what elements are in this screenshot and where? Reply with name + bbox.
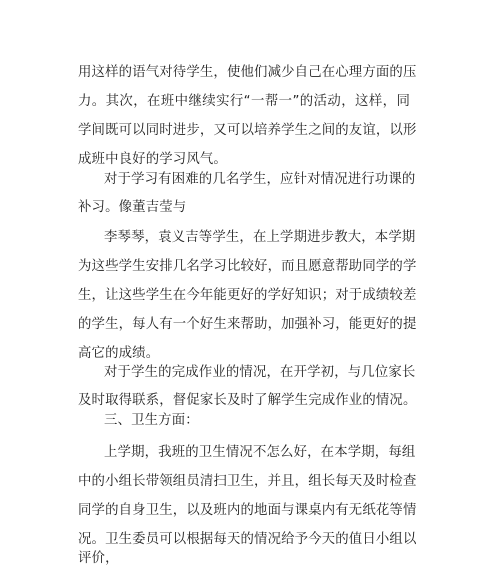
- text-line: 同学的自身卫生，以及班内的地面与课桌内有无纸花等情: [78, 503, 417, 518]
- text-line: 学间既可以同时进步，又可以培养学生之间的友谊，以形: [78, 123, 417, 138]
- text-line: 成班中良好的学习风气。: [78, 152, 227, 167]
- text-line: 况。卫生委员可以根据每天的情况给予今天的值日小组以: [78, 532, 417, 547]
- text-line: 力。其次，在班中继续实行“一帮一”的活动，这样，同: [78, 94, 410, 109]
- text-line: 上学期，我班的卫生情况不怎么好，在本学期，每组: [104, 445, 416, 460]
- text-line: 评价，: [78, 551, 119, 566]
- section-heading: 三、卫生方面：: [104, 413, 199, 428]
- text-line: 生，让这些学生在今年能更好的学好知识；对于成绩较差: [78, 288, 417, 303]
- text-line: 的学生，每人有一个好生来帮助，加强补习，能更好的提: [78, 317, 417, 332]
- text-line: 及时取得联系，督促家长及时了解学生完成作业的情况。: [78, 393, 417, 408]
- text-line: 李琴琴，袁义吉等学生，在上学期进步教大，本学期: [104, 230, 416, 245]
- text-line: 补习。像董吉莹与: [78, 200, 187, 215]
- text-line: 高它的成绩。: [78, 346, 160, 361]
- text-line: 对于学生的完成作业的情况，在开学初，与几位家长: [104, 365, 416, 380]
- text-line: 对于学习有困难的几名学生，应针对情况进行功课的: [104, 172, 416, 187]
- text-line: 用这样的语气对待学生，使他们减少自己在心理方面的压: [78, 65, 417, 80]
- text-line: 中的小组长带领组员清扫卫生，并且，组长每天及时检查: [78, 474, 417, 489]
- text-line: 为这些学生安排几名学习比较好，而且愿意帮助同学的学: [78, 259, 417, 274]
